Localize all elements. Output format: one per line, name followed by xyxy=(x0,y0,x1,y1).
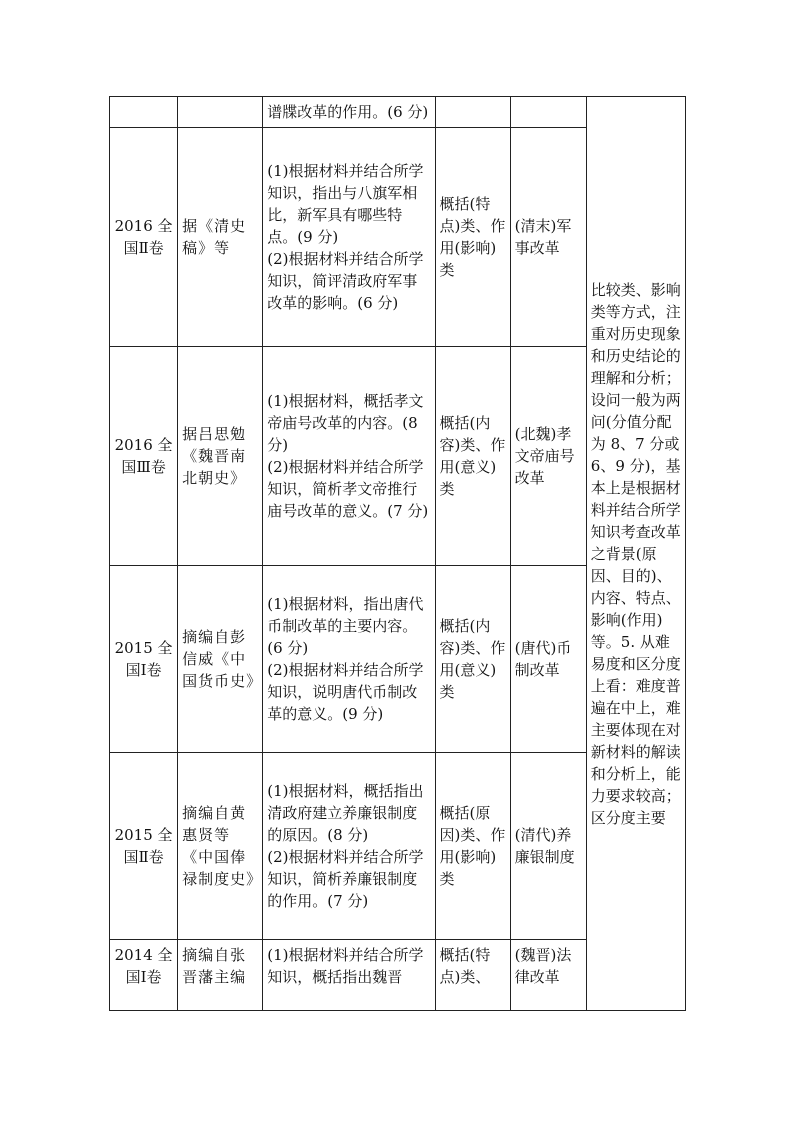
question-part: (1)根据材料并结合所学知识，概括指出魏晋 xyxy=(267,946,424,986)
exam-analysis-table xyxy=(109,96,686,1011)
question-type-cell: 概括(原因)类、作用(影响)类 xyxy=(435,753,510,940)
question-part: (2)根据材料并结合所学知识，简析养廉银制度的作用。(7 分) xyxy=(267,848,424,910)
question-type-cell: 概括(特点)类、作用(影响)类 xyxy=(435,128,510,347)
topic-cell: (唐代)币制改革 xyxy=(510,566,586,753)
question-part: (2)根据材料并结合所学知识，说明唐代币制改革的意义。(9 分) xyxy=(267,661,424,723)
question-part: (1)根据材料，指出唐代币制改革的主要内容。(6 分) xyxy=(267,595,424,657)
year-cell: 2015 全国Ⅱ卷 xyxy=(110,753,178,940)
table-row xyxy=(110,97,686,128)
question-type-cell: 概括(内容)类、作用(意义)类 xyxy=(435,566,510,753)
topic-cell: (清代)养廉银制度 xyxy=(510,753,586,940)
summary-note-cell: 比较类、影响类等方式，注重对历史现象和历史结论的理解和分析；设问一般为两问(分值分配为 8、7 分或 6、9 分)，基本上是根据材料并结合所学知识考查改革之背景(原因、目的)、内容、特点、影响(作用)等。5. 从难易度和区分度上看：难度普遍在中上，难主要体现在对新材料的解读和分析上，能力要求较高；区分度主要 xyxy=(586,97,685,1011)
question-cell xyxy=(263,940,435,1011)
year-cell: 2015 全国Ⅰ卷 xyxy=(110,566,178,753)
question-type-cell: 概括(内容)类、作用(意义)类 xyxy=(435,347,510,566)
source-cell: 摘编自彭信威《中国货币史》 xyxy=(178,566,263,753)
source-cell xyxy=(178,97,263,128)
question-part: (1)根据材料并结合所学知识，指出与八旗军相比，新军具有哪些特点。(9 分) xyxy=(267,162,424,246)
question-cell xyxy=(263,566,435,753)
question-part: (1)根据材料，概括孝文帝庙号改革的内容。(8 分) xyxy=(267,392,424,454)
year-cell xyxy=(110,97,178,128)
question-part: 谱牒改革的作用。(6 分) xyxy=(267,103,429,121)
question-part: (1)根据材料，概括指出清政府建立养廉银制度的原因。(8 分) xyxy=(267,782,424,844)
source-cell: 据《清史稿》等 xyxy=(178,128,263,347)
source-cell: 摘编自张晋藩主编 xyxy=(178,940,263,1011)
topic-cell: (魏晋)法律改革 xyxy=(510,940,586,1011)
question-type-cell: 概括(特点)类、 xyxy=(435,940,510,1011)
question-part: (2)根据材料并结合所学知识，简评清政府军事改革的影响。(6 分) xyxy=(267,250,424,312)
year-cell: 2016 全国Ⅲ卷 xyxy=(110,347,178,566)
year-cell: 2014 全国Ⅰ卷 xyxy=(110,940,178,1011)
source-cell: 据吕思勉《魏晋南北朝史》 xyxy=(178,347,263,566)
topic-cell: (清末)军事改革 xyxy=(510,128,586,347)
question-cell xyxy=(263,128,435,347)
topic-cell xyxy=(510,97,586,128)
source-cell: 摘编自黄惠贤等《中国俸禄制度史》 xyxy=(178,753,263,940)
question-cell xyxy=(263,753,435,940)
topic-cell: (北魏)孝文帝庙号改革 xyxy=(510,347,586,566)
question-type-cell xyxy=(435,97,510,128)
question-cell xyxy=(263,347,435,566)
question-cell xyxy=(263,97,435,128)
year-cell: 2016 全国Ⅱ卷 xyxy=(110,128,178,347)
question-part: (2)根据材料并结合所学知识，简析孝文帝推行庙号改革的意义。(7 分) xyxy=(267,458,429,520)
